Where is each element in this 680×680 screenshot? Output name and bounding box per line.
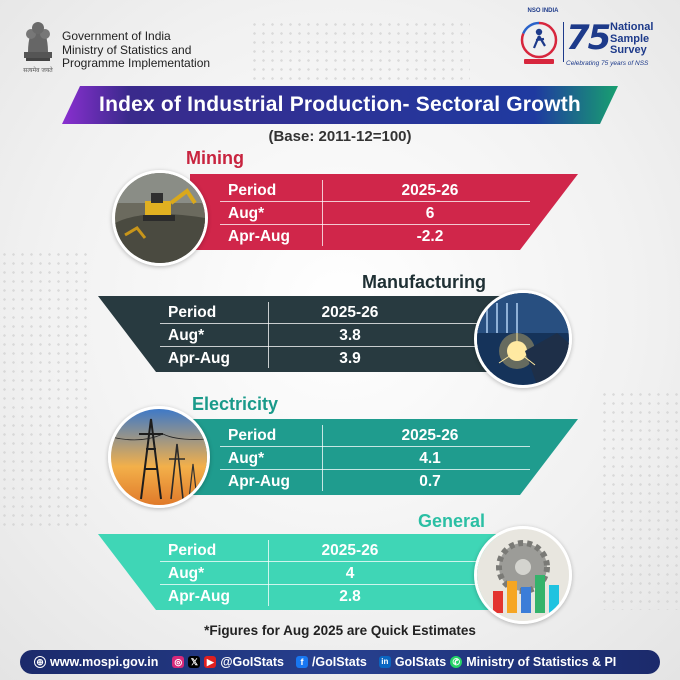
nso-logo-text: NSO INDIA — [527, 8, 559, 14]
nss-name-line-1: National — [610, 21, 654, 33]
table-header-row — [150, 540, 490, 562]
x-icon[interactable]: 𝕏 — [188, 656, 200, 668]
dot-texture-top — [250, 20, 470, 90]
quick-estimates-footnote: *Figures for Aug 2025 are Quick Estimates — [204, 623, 476, 638]
logo-divider — [563, 22, 564, 62]
table-row — [150, 348, 490, 370]
header-period: Period — [228, 182, 277, 199]
organization-name — [62, 30, 210, 71]
table-row — [150, 563, 490, 585]
page-title: Index of Industrial Production- Sectoral Growth — [99, 93, 581, 116]
nss-75-logo — [566, 18, 654, 67]
mining-excavator-photo — [112, 170, 208, 266]
period-cell: Aug* — [168, 565, 205, 582]
period-cell: Aug* — [228, 205, 265, 222]
national-emblem-icon — [18, 12, 58, 74]
general-table — [150, 538, 490, 610]
facebook-handle-link[interactable]: /GoIStats — [311, 655, 367, 669]
period-cell: Aug* — [168, 327, 205, 344]
instagram-icon[interactable]: ◎ — [172, 656, 184, 668]
dot-texture-left — [0, 250, 90, 530]
value-cell: 4.1 — [419, 450, 441, 467]
sector-label-electricity: Electricity — [192, 394, 279, 414]
period-cell: Aug* — [228, 450, 265, 467]
value-cell: 4 — [345, 565, 355, 582]
table-row — [190, 226, 530, 248]
table-row — [150, 325, 490, 347]
period-cell: Apr-Aug — [228, 473, 290, 490]
period-cell: Apr-Aug — [228, 228, 290, 245]
table-header-row — [190, 425, 530, 447]
emblem-motto: सत्यमेव जयते — [23, 67, 53, 74]
sector-label-manufacturing: Manufacturing — [362, 272, 486, 292]
org-line-2: Ministry of Statistics and — [62, 42, 192, 57]
value-cell: 3.9 — [339, 350, 361, 367]
dot-texture-right — [600, 390, 680, 610]
website-link[interactable]: www.mospi.gov.in — [50, 655, 159, 669]
electricity-table — [190, 423, 530, 495]
footer-bar — [20, 650, 660, 674]
sector-label-mining: Mining — [186, 148, 244, 168]
period-cell: Apr-Aug — [168, 350, 230, 367]
table-header-row — [150, 302, 490, 324]
nss-logo-name — [610, 22, 653, 57]
manufacturing-table — [150, 300, 490, 372]
value-cell: 3.8 — [339, 327, 361, 344]
header-period: Period — [168, 304, 217, 321]
table-row — [190, 448, 530, 470]
header-period: Period — [228, 427, 277, 444]
nss-name-line-3: Survey — [610, 44, 647, 56]
mining-table — [190, 178, 530, 250]
table-row — [190, 471, 530, 493]
table-row — [150, 586, 490, 608]
linkedin-handle-link[interactable]: GoIStats — [394, 655, 447, 669]
value-cell: 6 — [425, 205, 435, 222]
ministry-whatsapp-link[interactable]: Ministry of Statistics & PI — [466, 655, 617, 669]
x-handle-link[interactable]: @GoIStats — [220, 655, 284, 669]
org-line-1: Government of India — [62, 29, 171, 43]
nso-logo-icon — [518, 18, 560, 66]
base-year-subtitle: (Base: 2011-12=100) — [268, 128, 412, 145]
youtube-icon[interactable]: ▶ — [204, 656, 216, 668]
period-cell: Apr-Aug — [168, 588, 230, 605]
nss-name-line-2: Sample — [610, 32, 650, 45]
table-header-row — [190, 180, 530, 202]
table-row — [190, 203, 530, 225]
welding-worker-photo — [474, 290, 572, 388]
header-year: 2025-26 — [321, 304, 379, 321]
whatsapp-icon[interactable]: ✆ — [450, 656, 462, 668]
linkedin-icon[interactable]: in — [379, 656, 391, 668]
header-year: 2025-26 — [321, 542, 379, 559]
value-cell: 0.7 — [419, 473, 441, 490]
gears-chart-photo — [474, 526, 572, 624]
value-cell: -2.2 — [416, 228, 444, 245]
header-year: 2025-26 — [401, 427, 459, 444]
globe-icon: ⊕ — [34, 656, 46, 668]
nss-75-number: 75 — [566, 18, 610, 58]
value-cell: 2.8 — [339, 588, 361, 605]
facebook-icon[interactable]: f — [296, 656, 308, 668]
sector-label-general: General — [418, 511, 486, 531]
org-line-3: Programme Implementation — [62, 56, 211, 70]
nss-logo-tagline: Celebrating 75 years of NSS — [566, 60, 649, 67]
power-towers-photo — [108, 406, 210, 508]
header-year: 2025-26 — [401, 182, 459, 199]
header-period: Period — [168, 542, 217, 559]
